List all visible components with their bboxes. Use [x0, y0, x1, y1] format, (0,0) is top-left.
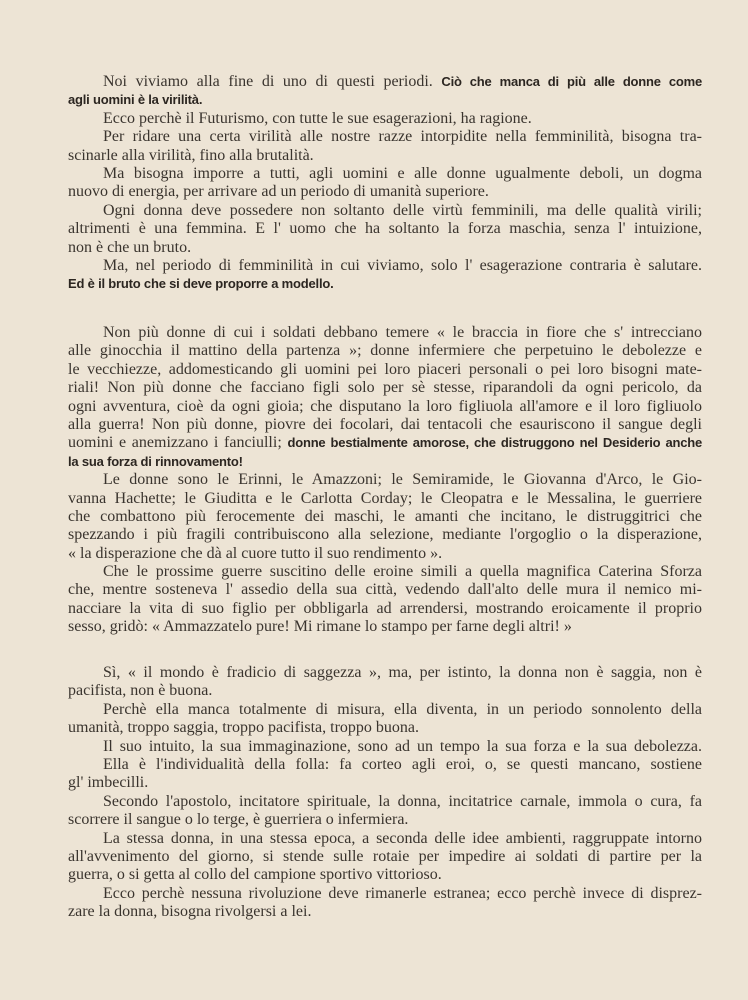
text-line: che combattono più ferocemente dei maschi, le amanti che incitano, le distruggitrici che — [68, 507, 702, 525]
text-line: alla guerra! Non più donne, piovre dei focolari, dai tentacoli che esauriscono il sangue degli — [68, 415, 702, 433]
text-line: Per ridare una certa virilità alle nostre razze intorpidite nella femminilità, bisogna tra- — [103, 128, 702, 146]
text-line: Perchè ella manca totalmente di misura, ella diventa, in un periodo sonnolento della — [103, 700, 702, 718]
text-line: gl' imbecilli. — [68, 774, 149, 792]
text-line: Ogni donna deve possedere non soltanto delle virtù femminili, ma delle qualità virili; — [103, 201, 702, 219]
text-line: Il suo intuito, la sua immaginazione, sono ad un tempo la sua forza e la sua debolezza. — [103, 737, 702, 755]
text-line: umanità, troppo saggia, troppo pacifista, troppo buona. — [68, 719, 420, 737]
paragraph — [68, 110, 702, 128]
text-line: all'avvenimento del giorno, si stende sulle rotaie per impedire ai soldati di partire per la — [68, 847, 702, 865]
paragraph — [68, 165, 702, 202]
text-line: nacciare la vita di suo figlio per obbligarla ad arrendersi, mostrando eroicamente il proprio — [68, 599, 702, 617]
paragraph — [68, 73, 702, 110]
text-line: sesso, gridò: « Ammazzatelo pure! Mi rimane lo stampo per farne degli altri! » — [68, 618, 572, 636]
text-line: pacifista, non è buona. — [68, 682, 213, 700]
text-line: guerra, o si getta al collo del campione sportivo vittorioso. — [68, 866, 442, 884]
bold-text-run: la sua forza di rinnovamento! — [68, 453, 243, 469]
text-line: scinarle alla virilità, fino alla brutalità. — [68, 146, 314, 164]
paragraph — [68, 701, 702, 738]
text-line: riali! Non più donne che facciano figli solo per sè stesse, riparandoli da ogni pericolo, da — [68, 379, 702, 397]
paragraph — [68, 738, 702, 756]
text-line: nuovo di energia, per arrivare ad un periodo di umanità superiore. — [68, 183, 489, 201]
text-section — [68, 664, 702, 921]
text-line: scorrere il sangue o lo terge, è guerriera o infermiera. — [68, 811, 409, 829]
paragraph — [68, 563, 702, 637]
text-line: zare la donna, bisogna rivolgersi a lei. — [68, 903, 312, 921]
bold-text-run: agli uomini è la virilità. — [68, 92, 203, 108]
text-line: Le donne sono le Erinni, le Amazzoni; le Semiramide, le Giovanna d'Arco, le Gio- — [103, 471, 702, 489]
text-section — [68, 324, 702, 637]
text-line: Sì, « il mondo è fradicio di saggezza », ma, per istinto, la donna non è saggia, non è — [103, 664, 702, 681]
text-line: spezzando i più fragili contribuiscono alla selezione, mediante l'orgoglio o la disperazione, — [68, 526, 702, 544]
text-line: le vecchiezze, addomesticando gli uomini pei loro piaceri personali o pei loro bisogni mate- — [68, 360, 702, 378]
text-line: Ma, nel periodo di femminilità in cui viviamo, solo l' esagerazione contraria è salutare. — [103, 256, 702, 274]
text-line: che, mentre sosteneva l' assedio della sua città, vedendo dall'alto delle mura il nemico mi- — [68, 581, 702, 599]
text-line: alle ginocchia il mattino della partenza »; donne infermiere che perpetuino le debolezze e — [68, 342, 702, 360]
text-run: uomini e anemizzano i fanciulli; — [68, 434, 282, 452]
text-line: Ecco perchè il Futurismo, con tutte le sue esagerazioni, ha ragione. — [103, 109, 532, 127]
text-line: Ecco perchè nessuna rivoluzione deve rimanerle estranea; ecco perchè invece di disprez- — [103, 884, 702, 902]
bold-text-run: donne bestialmente amorose, che distruggono nel Desiderio anche — [287, 435, 702, 451]
text-line — [68, 73, 702, 91]
paragraph — [68, 128, 702, 165]
text-line: Non più donne di cui i soldati debbano temere « le braccia in fiore che s' intrecciano — [103, 324, 702, 341]
paragraph — [68, 471, 702, 563]
text-run: Noi viviamo alla fine di uno di questi periodi. — [103, 73, 433, 90]
text-line: Secondo l'apostolo, incitatore spirituale, la donna, incitatrice carnale, immola o cura, fa — [103, 792, 702, 810]
paragraph — [68, 885, 702, 922]
text-line: ogni avventura, cioè da ogni gioia; che disputano la loro figliuola all'amore e il loro figliuolo — [68, 397, 702, 415]
text-line: « la disperazione che dà al cuore tutto il suo rendimento ». — [68, 544, 443, 562]
bold-text-run: Ciò che manca di più alle donne come — [441, 74, 702, 89]
paragraph — [68, 830, 702, 885]
text-line — [68, 275, 702, 293]
text-line: altrimenti è una femmina. E l' uomo che ha soltanto la forza maschia, senza l' intuizione, — [68, 220, 702, 238]
paragraph — [68, 257, 702, 294]
text-line: Che le prossime guerre suscitino delle eroine simili a quella magnifica Caterina Sforza — [103, 563, 702, 581]
text-line: vanna Hachette; le Giuditta e le Carlotta Corday; le Cleopatra e le Messalina, le guerriere — [68, 489, 702, 507]
text-line: La stessa donna, in una stessa epoca, a seconda delle idee ambienti, raggruppate intorno — [103, 829, 702, 847]
bold-text-run: Ed è il bruto che si deve proporre a modello. — [68, 276, 334, 292]
text-line: non è che un bruto. — [68, 238, 192, 256]
paragraph — [68, 664, 702, 701]
text-section — [68, 73, 702, 294]
text-line — [68, 91, 702, 109]
text-line — [68, 453, 702, 471]
paragraph — [68, 793, 702, 830]
text-line: Ma bisogna imporre a tutti, agli uomini e alle donne ugualmente deboli, un dogma — [103, 164, 702, 182]
text-line: Ella è l'individualità della folla: fa corteo agli eroi, o, se questi mancano, sostiene — [103, 755, 702, 773]
paragraph — [68, 202, 702, 257]
paragraph — [68, 324, 702, 471]
paragraph — [68, 756, 702, 793]
text-line — [68, 434, 702, 452]
